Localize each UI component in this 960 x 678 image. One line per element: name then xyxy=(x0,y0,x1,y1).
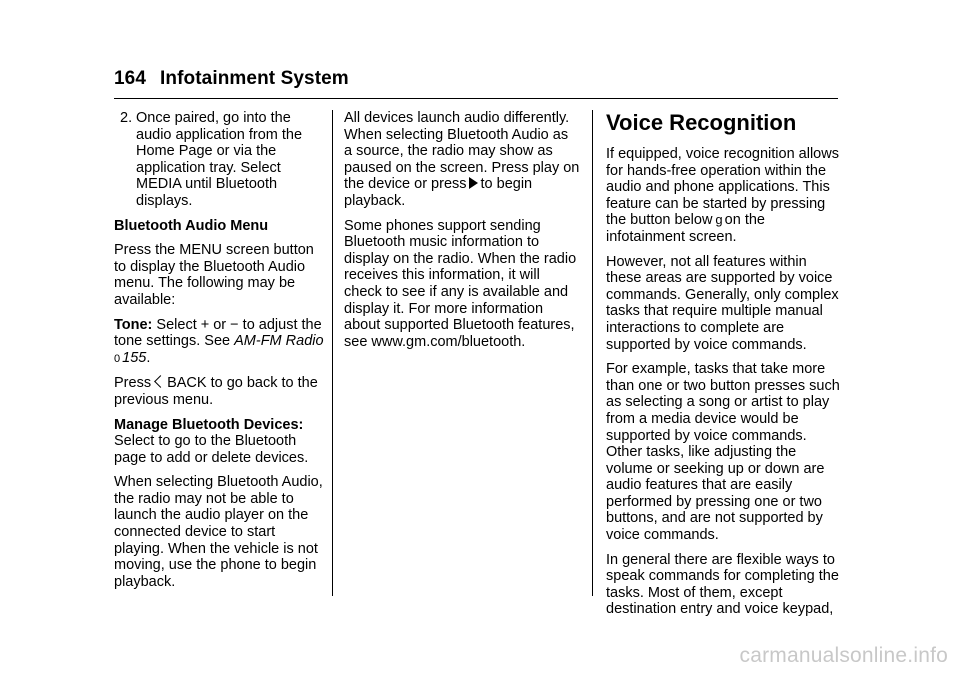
am-fm-radio-link[interactable]: AM-FM Radio xyxy=(234,333,324,350)
list-item xyxy=(114,110,324,210)
tone-text: Select + or − to adjust the tone settings. See xyxy=(114,316,322,350)
tone-paragraph xyxy=(114,317,324,368)
manage-devices-text: Select to go to the Bluetooth page to add or delete devices. xyxy=(114,433,309,466)
voice-intro-text-b: on the infotainment screen. xyxy=(606,212,765,245)
voice-recognition-title: Voice Recognition xyxy=(606,110,797,135)
launch-audio-text-b: to begin playback. xyxy=(344,176,533,209)
bluetooth-audio-menu-heading: Bluetooth Audio Menu xyxy=(114,217,269,234)
voice-flexible-paragraph: In general there are flexible ways to speak commands for completing the tasks. Most of them, except destination entry and voice keypad, xyxy=(606,551,839,618)
tone-ref-end: . xyxy=(146,349,151,366)
page-number: 164 xyxy=(114,68,147,89)
list-item-number: 2. xyxy=(120,110,133,126)
voice-intro-text-a: If equipped, voice recognition allows for hands-free operation within the audio and phone applications. This feature can be started by pressing the button below xyxy=(606,146,839,229)
music-info-paragraph: Some phones support sending Bluetooth music information to display on the radio. When the radio receives this information, it will check to see if any is available and display it. For more information about supported Bluetooth features, see www.gm.com/bluetooth. xyxy=(344,217,577,350)
play-icon xyxy=(469,177,478,189)
launch-paragraph: When selecting Bluetooth Audio, the radio may not be able to launch the audio player on the connected device to start playing. When the vehicle is not moving, use the phone to begin playback. xyxy=(114,474,323,590)
manage-devices-label: Manage Bluetooth Devices: xyxy=(114,416,304,433)
page-header xyxy=(114,68,349,90)
column-1 xyxy=(114,110,324,598)
watermark: carmanualsonline.info xyxy=(739,644,948,667)
manage-devices-paragraph xyxy=(114,417,324,467)
voice-example-paragraph: For example, tasks that take more than one or two button presses such as selecting a song or artist to play from a media device would be supported by voice commands. Other tasks, like adjusting the volume or seeking up or down are audio features that are easily performed by pressing one or two buttons, and are not supported by voice commands. xyxy=(606,361,840,544)
tone-label: Tone: xyxy=(114,316,153,333)
back-icon xyxy=(154,375,167,388)
column-2 xyxy=(344,110,580,358)
column-divider-1 xyxy=(332,110,333,596)
voice-intro-paragraph xyxy=(606,146,842,246)
launch-audio-paragraph xyxy=(344,110,580,210)
page-reference-number[interactable]: 155 xyxy=(122,349,147,366)
section-title-header: Infotainment System xyxy=(160,68,349,89)
back-paragraph xyxy=(114,375,324,408)
voice-support-paragraph: However, not all features within these areas are supported by voice commands. Generally, only complex tasks that require multiple manual interactions to complete are supported by voice commands. xyxy=(606,253,839,353)
column-3 xyxy=(606,110,842,626)
press-text: Press xyxy=(114,375,152,392)
voice-button-icon: g xyxy=(715,212,723,228)
header-rule xyxy=(114,98,838,99)
list-item-text: Once paired, go into the audio application from the Home Page or via the application tray. Select MEDIA until Bluetooth displays. xyxy=(136,110,303,209)
column-divider-2 xyxy=(592,110,593,596)
menu-paragraph: Press the MENU screen button to display the Bluetooth Audio menu. The following may be available: xyxy=(114,242,314,308)
back-text: BACK to go back to the previous menu. xyxy=(114,375,318,408)
page-reference-icon: 0 xyxy=(114,352,121,365)
launch-audio-text-a: All devices launch audio differently. When selecting Bluetooth Audio as a source, the radio may show as paused on the screen. Press play on the device or press xyxy=(344,110,580,193)
